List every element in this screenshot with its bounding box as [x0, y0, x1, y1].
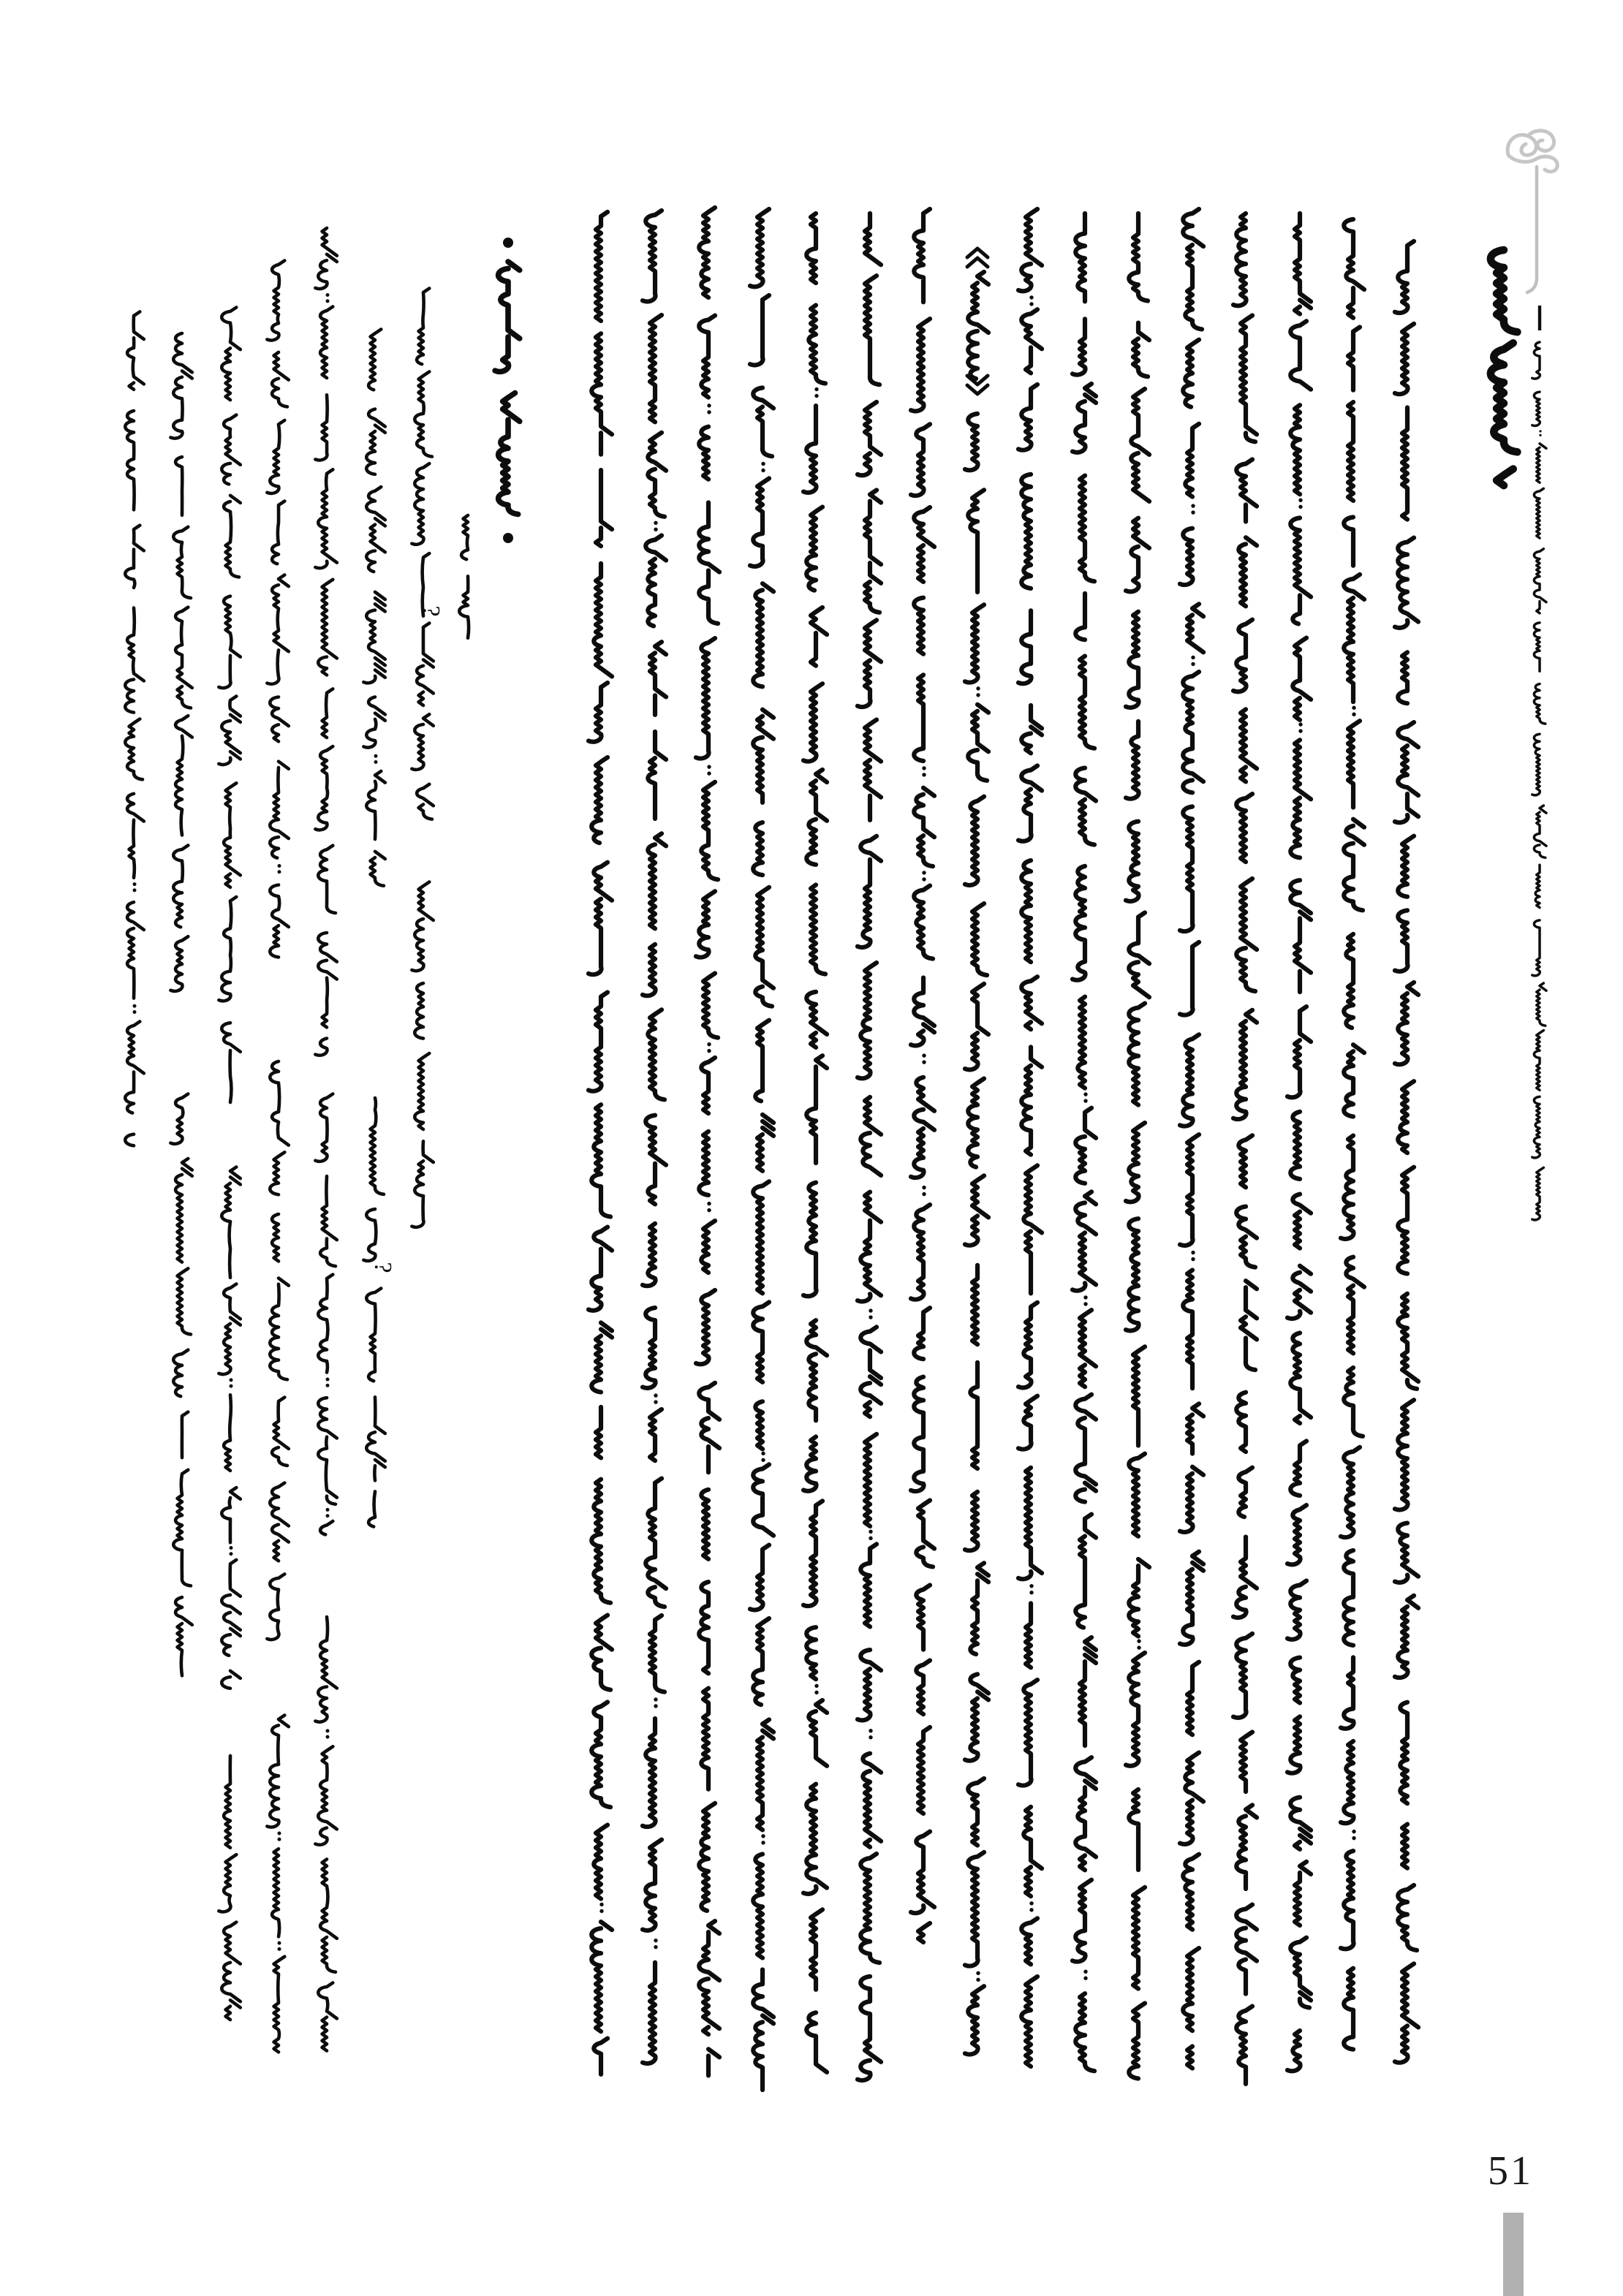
question-mark: ?: [417, 605, 444, 617]
body-column: [696, 208, 719, 2075]
attribution-column: [1532, 306, 1546, 1220]
poem-column: [459, 515, 469, 638]
poem-column: [267, 260, 288, 2052]
poem-column: [125, 311, 144, 1145]
em-dash-mark: [1538, 306, 1541, 330]
body-column: [1395, 241, 1418, 2063]
body-column: [858, 213, 881, 2080]
body-column: [1233, 213, 1257, 2084]
body-column: [965, 249, 988, 2054]
body-column: [1341, 219, 1364, 2050]
ornament: [1507, 131, 1557, 292]
body-column: [643, 211, 666, 2064]
body-column: [1287, 213, 1311, 2071]
body-column: [1018, 209, 1042, 2066]
poem-column: [219, 307, 240, 2020]
question-mark: ?: [369, 1262, 396, 1273]
quote-open-mark: [967, 249, 988, 267]
poem-column: [315, 228, 336, 2051]
body-column: [1072, 213, 1096, 2071]
body-column: [1126, 213, 1149, 2079]
poem-column: [363, 329, 396, 1527]
ornament-flourish-icon: [1507, 131, 1557, 172]
body-column: [589, 212, 612, 2075]
poem-column: [170, 333, 192, 1675]
page-number: 51: [1488, 2148, 1533, 2194]
body-column: [803, 213, 827, 2072]
text-columns-layer: [125, 208, 1546, 2090]
body-column: [1180, 209, 1203, 2069]
footer-accent-bar: [1503, 2213, 1524, 2296]
body-column: [750, 209, 773, 2090]
bullet-mark: [503, 533, 513, 543]
bullet-mark: [503, 238, 513, 248]
title-column: [1491, 250, 1518, 485]
ornament-vertical-rule: [1527, 167, 1537, 292]
section-column: [495, 238, 520, 543]
poem-column: [412, 288, 444, 1227]
body-column: [911, 209, 934, 1942]
